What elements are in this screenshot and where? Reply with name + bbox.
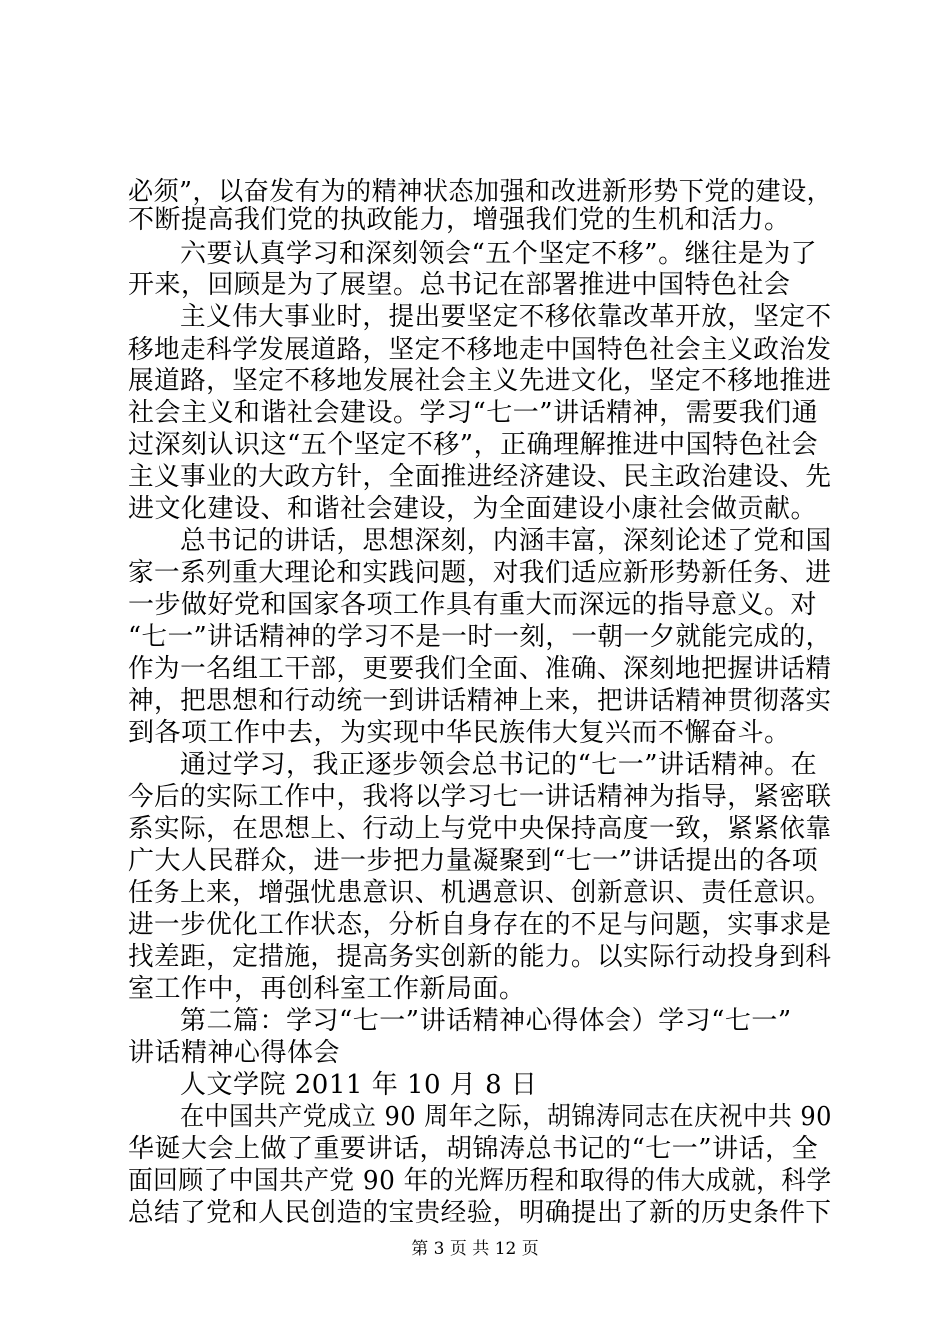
text-line: 家一系列重大理论和实践问题，对我们适应新形势新任务、进: [128, 558, 832, 588]
text-line: 开来，回顾是为了展望。总书记在部署推进中国特色社会: [128, 270, 791, 300]
text-line: 过深刻认识这“五个坚定不移”，正确理解推进中国特色社会: [128, 430, 819, 460]
text-line: 移地走科学发展道路，坚定不移地走中国特色社会主义政治发: [128, 335, 832, 365]
text-line: 一步做好党和国家各项工作具有重大而深远的指导意义。对: [128, 590, 818, 620]
section-heading-continued: 讲话精神心得体会: [128, 1038, 341, 1068]
text-line: 神，把思想和行动统一到讲话精神上来，把讲话精神贯彻落实: [128, 686, 832, 716]
text-line: “七一”讲话精神的学习不是一时一刻，一朝一夕就能完成的，: [128, 622, 832, 652]
page-number-footer: 第 3 页 共 12 页: [411, 1239, 539, 1259]
text-line: 系实际，在思想上、行动上与党中央保持高度一致，紧紧依靠: [128, 814, 832, 844]
section-heading: 第二篇：学习“七一”讲话精神心得体会）学习“七一”: [180, 1006, 792, 1036]
paragraph-first-line: 总书记的讲话，思想深刻，内涵丰富，深刻论述了党和国: [180, 526, 832, 556]
text-line: 必须”，以奋发有为的精神状态加强和改进新形势下党的建设，: [128, 177, 833, 207]
text-line: 进文化建设、和谐社会建设，为全面建设小康社会做贡献。: [128, 494, 818, 524]
text-line: 进一步优化工作状态，分析自身存在的不足与问题，实事求是: [128, 910, 832, 940]
text-line: 展道路，坚定不移地发展社会主义先进文化，坚定不移地推进: [128, 366, 832, 396]
text-line: 任务上来，增强忧患意识、机遇意识、创新意识、责任意识。: [128, 878, 832, 908]
text-line: 不断提高我们党的执政能力，增强我们党的生机和活力。: [128, 205, 791, 235]
text-line: 到各项工作中去，为实现中华民族伟大复兴而不懈奋斗。: [128, 718, 791, 748]
text-line: 室工作中，再创科室工作新局面。: [128, 974, 526, 1004]
paragraph-first-line: 主义伟大事业时，提出要坚定不移依靠改革开放，坚定不: [180, 302, 832, 332]
text-line: 面回顾了中国共产党 90 年的光辉历程和取得的伟大成就，科学: [128, 1166, 832, 1196]
byline-date: 人文学院 2011 年 10 月 8 日: [180, 1070, 538, 1100]
text-line: 作为一名组工干部，更要我们全面、准确、深刻地把握讲话精: [128, 654, 832, 684]
text-line: 今后的实际工作中，我将以学习七一讲话精神为指导，紧密联: [128, 782, 832, 812]
text-line: 华诞大会上做了重要讲话，胡锦涛总书记的“七一”讲话，全: [128, 1134, 819, 1164]
text-line: 找差距，定措施，提高务实创新的能力。以实际行动投身到科: [128, 942, 832, 972]
text-line: 广大人民群众，进一步把力量凝聚到“七一”讲话提出的各项: [128, 846, 819, 876]
text-line: 主义事业的大政方针，全面推进经济建设、民主政治建设、先: [128, 462, 832, 492]
paragraph-first-line: 六要认真学习和深刻领会“五个坚定不移”。继往是为了: [180, 239, 818, 269]
paragraph-first-line: 在中国共产党成立 90 周年之际，胡锦涛同志在庆祝中共 90: [180, 1102, 832, 1132]
text-line: 总结了党和人民创造的宝贵经验，明确提出了新的历史条件下: [128, 1198, 832, 1228]
paragraph-first-line: 通过学习，我正逐步领会总书记的“七一”讲话精神。在: [180, 750, 818, 780]
text-line: 社会主义和谐社会建设。学习“七一”讲话精神，需要我们通: [128, 398, 819, 428]
